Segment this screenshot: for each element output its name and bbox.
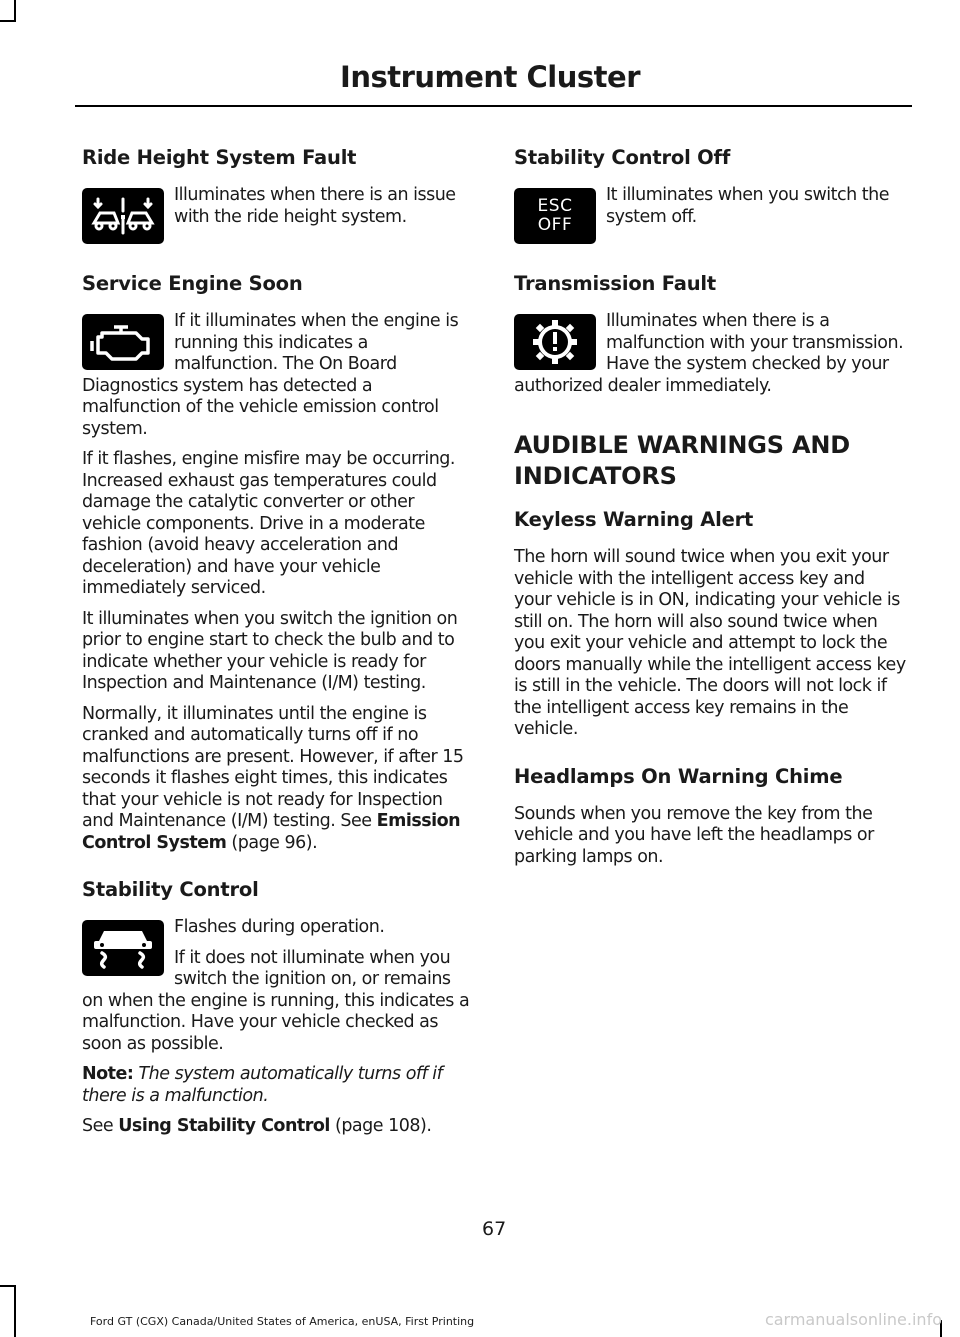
stability-control-heading: Stability Control xyxy=(82,878,259,901)
stability-control-section xyxy=(82,878,474,1138)
headlamps-section xyxy=(514,765,906,869)
skidding-car-icon xyxy=(82,920,164,976)
headlamps-heading: Headlamps On Warning Chime xyxy=(514,764,843,788)
transmission-heading: Transmission Fault xyxy=(514,272,717,295)
ride-height-text: Illuminates when there is an issue with the ride height system. xyxy=(174,185,456,227)
emission-control-page: (page 96). xyxy=(226,832,318,853)
keyless-text: The horn will sound twice when you exit your vehicle with the intelligent access key and your vehicle is in ON, indicating your vehicle is still on. The horn will also sound twice when you exit your vehicle and attempt to lock the doors manually while the intelligent access key is still in the vehicle. The doors will not lock if the intelligent access key remains in the vehicle. xyxy=(514,547,906,739)
using-stability-control-link[interactable]: Using Stability Control xyxy=(118,1116,330,1136)
check-engine-icon xyxy=(82,314,164,370)
keyless-heading: Keyless Warning Alert xyxy=(514,508,754,531)
header-divider xyxy=(75,105,912,107)
crop-mark xyxy=(0,1285,16,1287)
right-column xyxy=(514,146,906,892)
off-label: OFF xyxy=(537,215,573,235)
transmission-section xyxy=(514,272,906,406)
ride-height-fault-icon xyxy=(82,188,164,244)
stability-off-heading: Stability Control Off xyxy=(514,146,731,169)
stability-off-section xyxy=(514,146,906,248)
gear-exclamation-icon xyxy=(514,314,596,370)
crop-mark xyxy=(14,0,16,22)
stability-see xyxy=(82,1116,474,1138)
note-text: The system automatically turns off if there is a malfunction. xyxy=(82,1064,443,1106)
audible-warnings-heading: AUDIBLE WARNINGS AND INDICATORS xyxy=(514,431,850,490)
service-engine-body: Normally, it illuminates until the engine is cranked and automatically turns off if no malfunctions are present. However, if after 15 seconds it flashes eight times, this indicates that your vehicle is not ready for Inspection and Maintenance (I/M) testing. See xyxy=(82,703,464,831)
stability-text-2: If it does not illuminate when you switch the ignition on, or remains on when the engine is running, this indicates a malfunction. Have your vehicle checked as soon as possible. xyxy=(82,947,470,1054)
service-engine-text-2: If it flashes, engine misfire may be occurring. Increased exhaust gas temperatures could damage the catalytic converter or other vehicle components. Drive in a moderate fashion (avoid heavy acceleration and deceleration) and have your vehicle immediately serviced. xyxy=(82,449,455,598)
see-label: See xyxy=(82,1116,119,1136)
page-title: Instrument Cluster xyxy=(340,60,640,94)
footer-text: Ford GT (CGX) Canada/United States of America, enUSA, First Printing xyxy=(90,1315,475,1328)
service-engine-text-1: If it illuminates when the engine is running this indicates a malfunction. The On Board Diagnostics system has detected a malfunction of the vehicle emission control system. xyxy=(82,311,459,439)
headlamps-text: Sounds when you remove the key from the vehicle and you have left the headlamps or parking lamps on. xyxy=(514,803,874,867)
using-stability-control-page: (page 108). xyxy=(329,1116,432,1136)
stability-note xyxy=(82,1064,474,1107)
crop-mark xyxy=(0,20,16,22)
page-number: 67 xyxy=(482,1218,507,1240)
esc-off-icon xyxy=(514,188,596,244)
emission-control-link[interactable]: Emission Control System xyxy=(82,811,461,853)
service-engine-section xyxy=(82,272,474,854)
transmission-text: Illuminates when there is a malfunction with your transmission. Have the system checked by your authorized dealer immediately. xyxy=(514,311,904,396)
ride-height-section xyxy=(82,146,474,248)
service-engine-text-3: It illuminates when you switch the ignition on prior to engine start to check the bulb and to indicate whether your vehicle is ready for Inspection and Maintenance (I/M) testing. xyxy=(82,608,458,693)
stability-off-text: It illuminates when you switch the system off. xyxy=(606,185,889,227)
keyless-section xyxy=(514,508,906,741)
esc-label: ESC xyxy=(537,196,573,216)
esc-off-label xyxy=(538,197,573,235)
service-engine-text-4 xyxy=(82,704,474,855)
left-column xyxy=(82,146,474,1162)
note-label: Note: xyxy=(82,1064,134,1084)
watermark: carmanualsonline.info xyxy=(764,1310,942,1329)
service-engine-heading: Service Engine Soon xyxy=(82,272,303,295)
ride-height-heading: Ride Height System Fault xyxy=(82,146,357,169)
stability-text-1: Flashes during operation. xyxy=(174,917,385,937)
crop-mark xyxy=(14,1285,16,1337)
